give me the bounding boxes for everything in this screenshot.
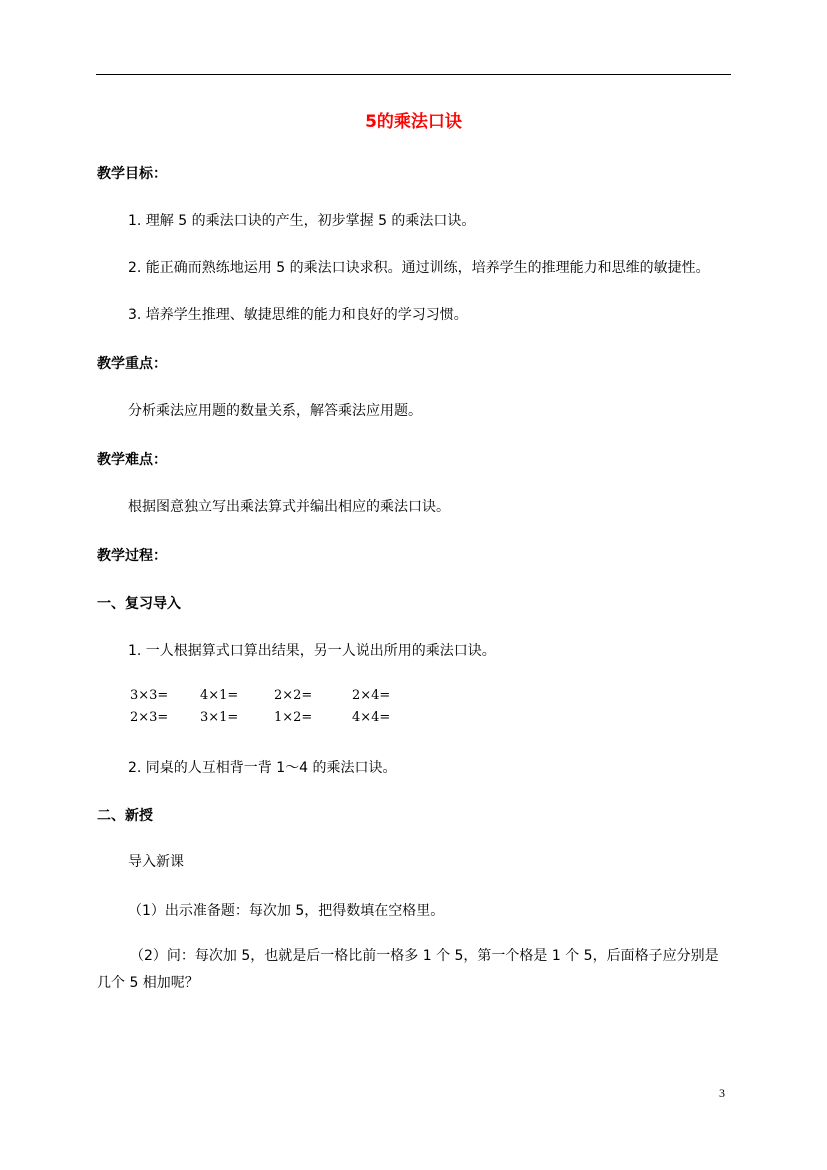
exercise-cell: 2×3= [130,710,169,725]
section2-step-2: （2）问：每次加 5，也就是后一格比前一格多 1 个 5，第一个格是 1 个 5，后面格子应分别是几个 5 相加呢？ [97,948,719,991]
exercise-cell: 2×4= [352,688,391,703]
exercise-cell: 2×2= [274,688,313,703]
page-title: 5的乘法口诀 [365,112,462,132]
key-point-text: 分析乘法应用题的数量关系，解答乘法应用题。 [128,403,422,419]
key-point-heading: 教学重点： [97,356,167,372]
process-heading: 教学过程： [97,548,167,564]
exercise-cell: 1×2= [274,710,313,725]
exercise-cell: 3×3= [130,688,169,703]
page-number: 3 [719,1086,725,1100]
objectives-heading: 教学目标： [97,166,167,182]
difficulty-heading: 教学难点： [97,452,167,468]
section2-heading: 二、新授 [97,808,153,824]
objective-item-3: 3. 培养学生推理、敏捷思维的能力和良好的学习习惯。 [128,307,468,323]
objective-item-2: 2. 能正确而熟练地运用 5 的乘法口诀求积。通过训练，培养学生的推理能力和思维的敏捷性。 [128,260,710,276]
exercise-cell: 4×1= [200,688,239,703]
section1-heading: 一、复习导入 [97,596,181,612]
section2-step-1: （1）出示准备题：每次加 5，把得数填在空格里。 [128,903,445,919]
header-rule [96,74,731,75]
difficulty-text: 根据图意独立写出乘法算式并编出相应的乘法口诀。 [128,499,450,515]
section1-item-2: 2. 同桌的人互相背一背 1～4 的乘法口诀。 [128,760,397,776]
section2-intro: 导入新课 [128,854,184,870]
section1-item-1: 1. 一人根据算式口算出结果，另一人说出所用的乘法口诀。 [128,643,496,659]
exercise-cell: 4×4= [352,710,391,725]
objective-item-1: 1. 理解 5 的乘法口诀的产生，初步掌握 5 的乘法口诀。 [128,213,476,229]
exercise-cell: 3×1= [200,710,239,725]
